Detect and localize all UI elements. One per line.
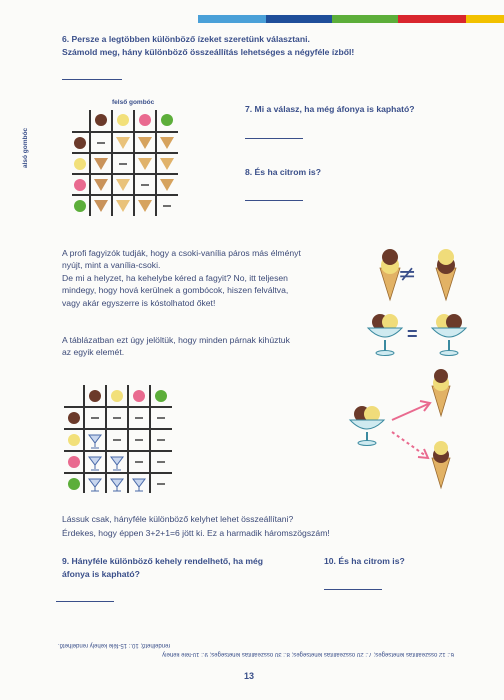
grid1-cone [116,200,130,212]
grid2-cup [89,479,101,491]
grid1-cone [138,137,152,149]
color-bar-segment-blue [198,15,266,23]
grid1-top-dot-pistachio [161,114,173,126]
task6-line2: Számold meg, hány különböző összeállítás lehetséges a négyféle ízből! [62,47,355,57]
grid1-cone [160,158,174,170]
task8-answer-line[interactable] [245,200,303,201]
grid2-side-dot-chocolate [68,412,80,424]
color-bar-segment-navy [266,15,332,23]
cones-not-equal-illustration [374,248,474,304]
grid1-cone [94,158,108,170]
grid1-cone [138,200,152,212]
grid1-side-dot-pistachio [74,200,86,212]
page-number: 13 [244,671,255,681]
grid1-top-label: felső gombóc [112,99,155,106]
task10-question: 10. És ha citrom is? [324,556,405,566]
grid1-cone [116,137,130,149]
grid2-side-dot-strawberry [68,456,80,468]
grid1-side-label: alsó gombóc [22,127,29,168]
grid2-cup [111,479,123,491]
color-bar-segment-yellow [466,15,504,23]
paragraph-1-line: A profi fagyizók tudják, hogy a csoki-vanília páros más élményt [62,248,301,258]
cup-left-icon [368,314,402,356]
grid1-cone [94,200,108,212]
grid2-side-dot-pistachio [68,478,80,490]
cone-vanilla-choc-icon [436,249,456,300]
task7-answer-line[interactable] [245,138,303,139]
grid2-top-dot-vanilla [111,390,123,402]
grid1-cone [94,179,108,191]
grid1-top-dot-vanilla [117,114,129,126]
answers-line: 6.: 12 összeállítás lehetséges; 7.: 20 összeállítás lehetséges; 8.: 30 összeállítás lehetséges; 9.: 10-féle kehely [162,651,454,657]
grid1-top-dot-chocolate [95,114,107,126]
task9-line2: áfonya is kapható? [62,569,140,579]
cup-right-icon [432,314,466,356]
cups-equal-illustration [364,312,474,362]
answers-upside-down [58,640,454,658]
grid2-table [62,383,180,495]
grid1-cone [160,179,174,191]
task6-line1: 6. Persze a legtöbben különböző ízeket szeretünk választani. [62,34,310,44]
paragraph-3 [62,513,482,540]
arrow-dashed-icon [392,432,426,456]
grid2-top-dot-pistachio [155,390,167,402]
grid2-top-dot-chocolate [89,390,101,402]
paragraph-1-line: mindegy, hogy hová kerülnek a gombócok, hiszen felváltva, [62,285,289,296]
paragraph-1-line: De mi a helyzet, ha kehelybe kéred a fagyit? No, itt teljesen [62,272,288,283]
grid2-cup [89,457,101,470]
answers-line: rendelhető; 10.: 15-féle kehely rendelhető. [58,642,171,648]
task6-question [62,33,492,59]
paragraph-3-line: Érdekes, hogy éppen 3+2+1=6 jött ki. Ez a harmadik háromszögszám! [62,528,330,539]
cup-icon [350,406,384,446]
arrow-solid-icon [392,401,430,420]
task7-question: 7. Mi a válasz, ha még áfonya is kapható? [245,104,415,114]
grid2-cup [89,435,101,448]
paragraph-3-line: Lássuk csak, hányféle különböző kelyhet lehet összeállítani? [62,514,294,524]
grid1-side-dot-vanilla [74,158,86,170]
grid1-cone [138,158,152,170]
grid2-cup [111,457,123,470]
grid1-cone [160,137,174,149]
grid2-cup [133,479,145,491]
task9-answer-line[interactable] [56,601,114,602]
paragraph-2-line: az egyik elemét. [62,347,125,358]
grid2-top-dot-strawberry [133,390,145,402]
task6-answer-line[interactable] [62,79,122,80]
cone-choc-vanilla-icon [380,249,400,300]
task9-line1: 9. Hányféle különböző kehely rendelhető, ha még [62,556,264,566]
cone-bottom-icon [432,441,450,488]
grid1-side-dot-chocolate [74,137,86,149]
paragraph-2-line: A táblázatban ezt úgy jelöltük, hogy minden párnak kihúztuk [62,335,290,345]
color-bar-segment-green [332,15,398,23]
grid1-top-dot-strawberry [139,114,151,126]
color-bar-segment-red [398,15,466,23]
paragraph-2 [62,334,352,359]
paragraph-1-line: nyújt, mint a vanília-csoki. [62,260,161,271]
answers-block [58,640,454,658]
equal-sign: = [407,324,418,344]
grid1-cone [116,179,130,191]
not-equal-sign: ≠ [398,262,417,287]
paragraph-1 [62,247,352,309]
task8-question: 8. És ha citrom is? [245,167,321,177]
task10-answer-line[interactable] [324,589,382,590]
task9-question [62,555,312,581]
paragraph-1-line: vagy akár egyszerre is kóstolhatod őket! [62,297,216,308]
cup-to-cones-illustration [346,368,468,494]
cone-top-icon [432,369,450,416]
grid1-table [70,108,185,218]
grid1-side-dot-strawberry [74,179,86,191]
grid2-side-dot-vanilla [68,434,80,446]
